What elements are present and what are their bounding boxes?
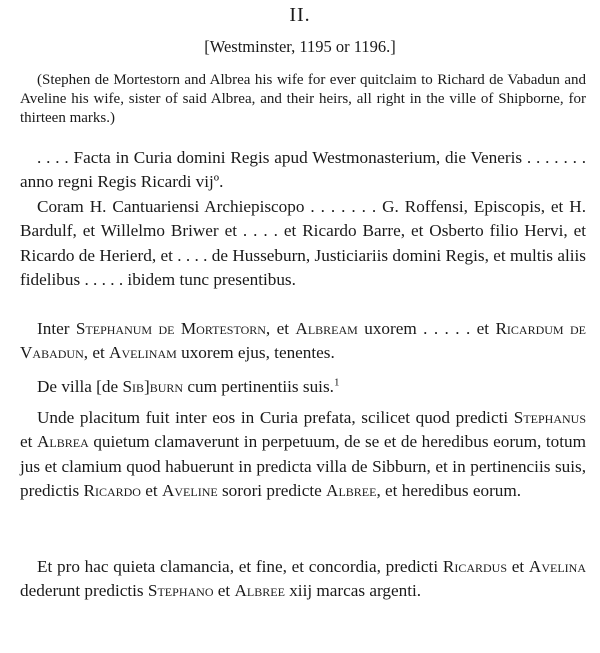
name-ricardum: Ricardum de Vabadun [20, 319, 586, 363]
text-span: cum pertinentiis suis. [183, 377, 334, 396]
name-stephano: Stephano [147, 581, 214, 601]
text-span: Et pro hac quieta clamancia, et fine, et concordia, predicti [37, 557, 443, 576]
text-span: , et [265, 319, 296, 338]
text-span: sorori predicte [217, 480, 327, 500]
text-span: dederunt predictis [20, 581, 148, 601]
text-span: Inter [37, 319, 76, 338]
name-albrea: Albrea [37, 432, 89, 452]
text-span: et [213, 581, 235, 601]
name-avelina: Avelina [528, 557, 586, 576]
text-span: De villa [de [37, 377, 123, 396]
paragraph-inter [20, 317, 586, 366]
text-span: ] [144, 377, 150, 396]
name-stephanus: Stephanus [513, 408, 586, 427]
footnote-marker: 1 [333, 376, 340, 389]
name-albree: Albree [326, 480, 377, 500]
paragraph-coram: Coram H. Cantuariensi Archiepiscopo . . . . . . . G. Roffensi, Episcopis, et H. Bardulf, et Willelmo Briwer et . . . . et Ricardo Barre, et Osberto filio Hervi, et Ricardo de Herierd, et . . . . de Husseburn, Justiciariis domini Regis, et multis aliis fidelibus . . . . . ibidem tunc presentibus. [20, 197, 586, 289]
text-span: , et [83, 343, 110, 363]
name-burn: burn [149, 377, 184, 396]
text-span: Unde placitum fuit inter eos in Curia prefata, scilicet quod predicti [37, 408, 514, 427]
name-albream: Albream [295, 319, 358, 338]
paragraph-unde-placitum [20, 406, 586, 503]
name-ricardo: Ricardo [83, 480, 141, 500]
paragraph-et-pro-hac [20, 555, 586, 604]
text-span: uxorem . . . . . et [357, 319, 496, 338]
text-span: quietum clamaverunt in perpetuum, de se et de heredibus eorum, totum jus et clamium quod habuerunt in predicta villa de Sibburn, et in pertinenciis suis, predictis [20, 432, 586, 500]
name-avelinam: Avelinam [109, 343, 177, 363]
name-sib: Sib [122, 377, 144, 396]
summary-paragraph: (Stephen de Mortestorn and Albrea his wife for ever quitclaim to Richard de Vabadun and Aveline his wife, sister of said Albrea, and their heirs, all right in the ville of Shipborne, for thirteen marks.) [20, 72, 586, 126]
paragraph-de-villa [20, 375, 586, 399]
paragraph-facta: . . . . Facta in Curia domini Regis apud Westmonasterium, die Veneris . . . . . . . anno regni Regis Ricardi vijº. [20, 148, 586, 192]
place-date-heading: [Westminster, 1195 or 1196.] [204, 37, 396, 56]
name-ricardus: Ricardus [442, 557, 508, 576]
text-span: uxorem ejus, tenentes. [176, 343, 335, 363]
text-span: et [20, 432, 37, 452]
name-albree: Albree [234, 581, 285, 601]
text-span: , et heredibus eorum. [376, 480, 522, 500]
text-span: et [140, 480, 162, 500]
section-number: II. [289, 4, 311, 26]
text-span: et [507, 557, 529, 576]
name-aveline: Aveline [161, 480, 218, 500]
text-span: xiij marcas argenti. [284, 581, 422, 601]
name-stephanum: Stephanum de Mortestorn [75, 319, 266, 338]
